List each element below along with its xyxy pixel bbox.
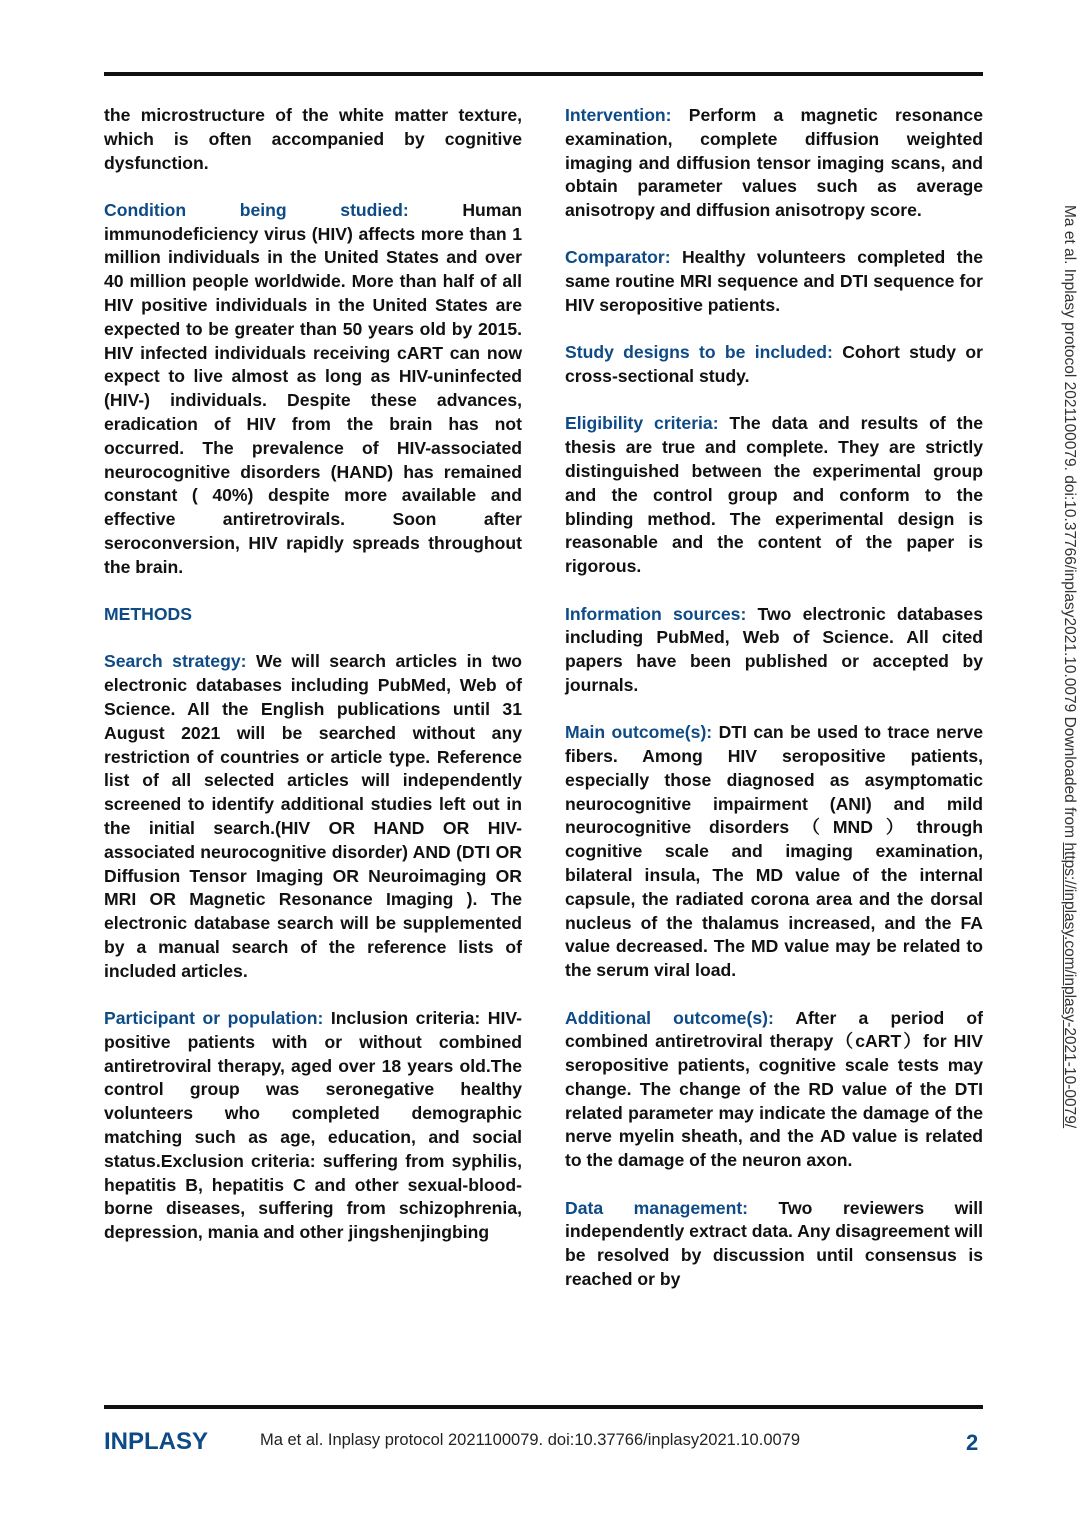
participant-section — [104, 1007, 522, 1245]
information-sources-text: Two electronic databases including PubMed, Web of Science. All cited papers have been published or accepted by journals. — [565, 603, 983, 695]
main-outcome-section — [565, 721, 983, 983]
study-designs-section — [565, 341, 983, 389]
intervention-section — [565, 104, 983, 223]
condition-text: Human immunodeficiency virus (HIV) affects more than 1 million individuals in the United States and over 40 million people worldwide. More than half of all HIV positive individuals in the United States are expected to be greater than 50 years old by 2015. HIV infected individuals receiving cART can now expect to live almost as long as HIV-uninfected (HIV-) individuals. Despite these advances, eradication of HIV from the brain has not occurred. The prevalence of HIV-associated neurocognitive disorders (HAND) has remained constant ( 40%) despite more available and effective antiretrovirals. Soon after seroconversion, HIV rapidly spreads throughout the brain. — [104, 199, 522, 577]
continuation-paragraph: the microstructure of the white matter texture, which is often accompanied by cognitive dysfunction. — [104, 105, 522, 173]
intervention-label: Intervention: — [565, 105, 672, 125]
study-designs-label: Study designs to be included: — [565, 342, 833, 363]
participant-text: Inclusion criteria: HIV-positive patients with or without combined antiretroviral therapy, aged over 18 years old.The control group was seronegative healthy volunteers who completed demographic matching such as age, education, and social status.Exclusion criteria: suffering from syphilis, hepatitis B, hepatitis C and other sexual-blood-borne diseases, suffering from schizophrenia, depression, mania and other jingshenjingbing — [104, 1008, 522, 1243]
right-column — [565, 104, 983, 1315]
side-download-notice — [1060, 205, 1078, 1305]
top-rule — [104, 72, 983, 76]
additional-outcome-text: After a period of combined antiretroviral therapy（cART）for HIV seropositive patients, cognitive scale tests may change. The change of the RD value of the DTI related parameter may indicate the damage of the nerve myelin sheath, and the AD value is related to the damage of the neuron axon. — [565, 1007, 983, 1171]
comparator-section — [565, 246, 983, 317]
data-management-label: Data management: — [565, 1197, 749, 1218]
data-management-text: Two reviewers will independently extract data. Any disagreement will be resolved by discussion until consensus is reached or by — [565, 1197, 983, 1289]
footer-citation: Ma et al. Inplasy protocol 2021100079. doi:10.37766/inplasy2021.10.0079 — [260, 1431, 801, 1449]
study-designs-text: Cohort study or cross-sectional study. — [565, 342, 983, 387]
comparator-text: Healthy volunteers completed the same routine MRI sequence and DTI sequence for HIV seropositive patients. — [565, 247, 983, 316]
condition-label: Condition being studied: — [104, 199, 409, 220]
eligibility-section — [565, 412, 983, 579]
bottom-rule — [104, 1405, 983, 1409]
side-download-link[interactable]: https://inplasy.com/inplasy-2021-10-0079/ — [1061, 842, 1078, 1129]
data-management-section — [565, 1197, 983, 1292]
intervention-text: Perform a magnetic resonance examination, complete diffusion weighted imaging and diffusion tensor imaging scans, and obtain parameter values such as average anisotropy and diffusion anisotropy score. — [565, 105, 983, 221]
main-outcome-text: DTI can be used to trace nerve fibers. Among HIV seropositive patients, especially those diagnosed as asymptomatic neurocognitive impairment (ANI) and mild neurocognitive disorders（MND）through cognitive scale and imaging examination, bilateral insula, The MD value of the internal capsule, the radiated corona area and the dorsal nucleus of the thalamus increased, and the FA value decreased. The MD value may be related to the serum viral load. — [565, 722, 983, 981]
condition-section — [104, 199, 522, 580]
page-number: 2 — [966, 1430, 979, 1455]
information-sources-section — [565, 603, 983, 698]
side-notice-text: Ma et al. Inplasy protocol 2021100079. doi:10.37766/inplasy2021.10.0079 Downloaded from — [1061, 205, 1078, 843]
main-outcome-label: Main outcome(s): — [565, 722, 713, 743]
participant-label: Participant or population: — [104, 1008, 324, 1029]
methods-heading: METHODS — [104, 604, 192, 625]
information-sources-label: Information sources: — [565, 603, 747, 624]
search-strategy-section — [104, 650, 522, 983]
comparator-label: Comparator: — [565, 247, 671, 268]
footer-brand-logo: INPLASY — [104, 1428, 209, 1455]
search-strategy-label: Search strategy: — [104, 651, 247, 672]
eligibility-text: The data and results of the thesis are true and complete. They are strictly distinguished between the experimental group and the control group and conform to the blinding method. The experimental design is reasonable and the content of the paper is rigorous. — [565, 413, 983, 577]
additional-outcome-section — [565, 1007, 983, 1174]
left-column — [104, 104, 522, 1269]
search-strategy-text: We will search articles in two electronic databases including PubMed, Web of Science. All the English publications until 31 August 2021 will be searched without any restriction of countries or article type. Reference list of all selected articles will independently screened to identify additional studies left out in the initial search.(HIV OR HAND OR HIV-associated neurocognitive disorder) AND (DTI OR Diffusion Tensor Imaging OR Neuroimaging OR MRI OR Magnetic Resonance Imaging ). The electronic database search will be supplemented by a manual search of the reference lists of included articles. — [104, 651, 522, 981]
eligibility-label: Eligibility criteria: — [565, 413, 719, 434]
additional-outcome-label: Additional outcome(s): — [565, 1007, 774, 1028]
